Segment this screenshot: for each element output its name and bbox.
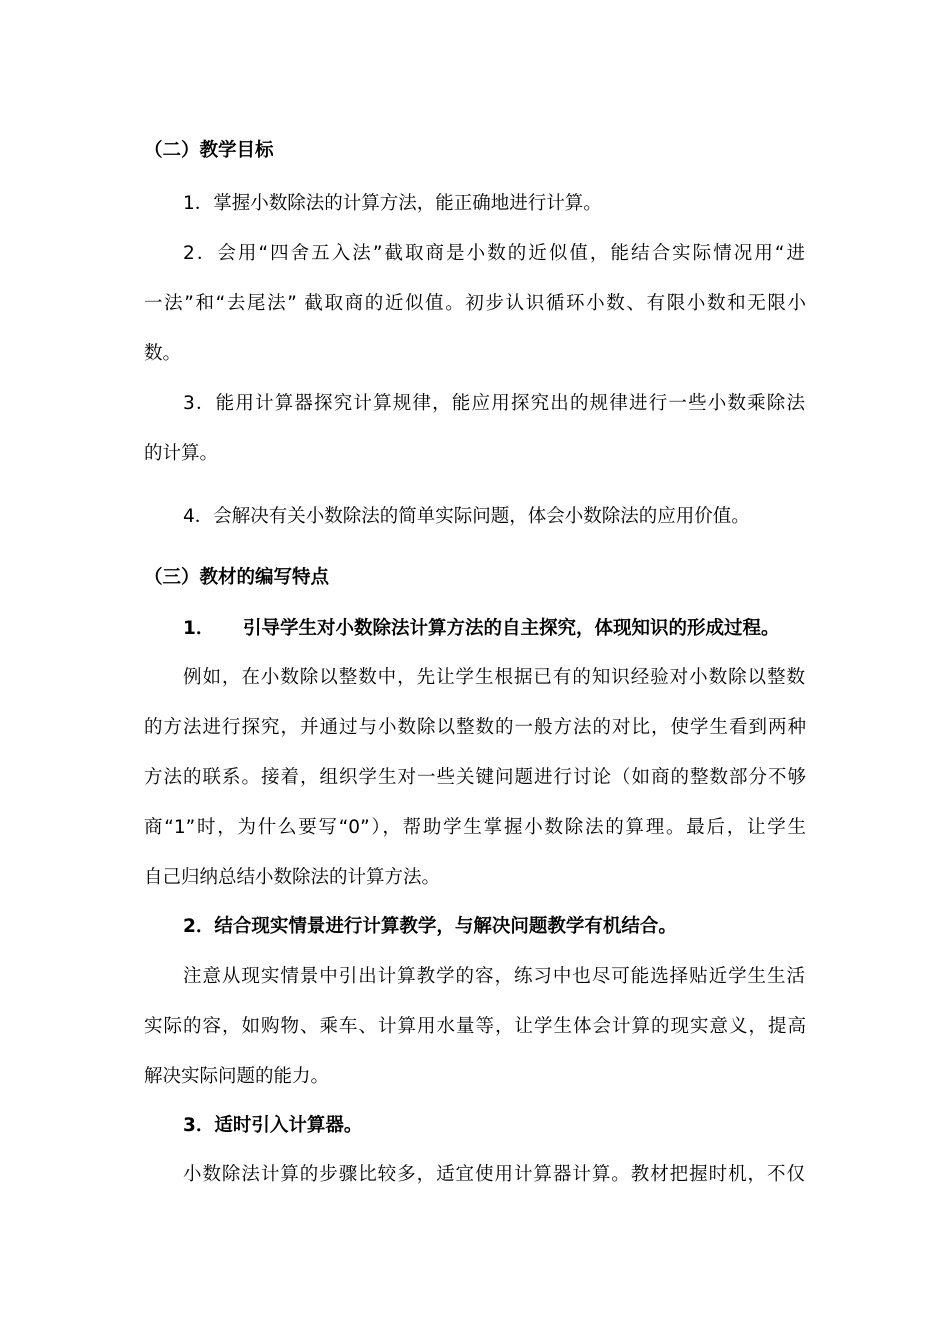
point-3-body-line-1: 小数除法计算的步骤比较多，适宜使用计算器计算。教材把握时机，不仅 [183, 1164, 805, 1185]
section-heading-features: （三）教材的编写特点 [144, 567, 330, 588]
point-2-title: 2．结合现实情景进行计算教学，与解决问题教学有机结合。 [183, 916, 677, 937]
goal-4: 4．会解决有关小数除法的简单实际问题，体会小数除法的应用价值。 [183, 506, 750, 527]
point-1-title: 引导学生对小数除法计算方法的自主探究，体现知识的形成过程。 [243, 618, 780, 639]
goal-1: 1．掌握小数除法的计算方法，能正确地进行计算。 [183, 193, 602, 214]
point-2-body-line-3: 解决实际问题的能力。 [144, 1066, 330, 1087]
point-1-body-line-1: 例如，在小数除以整数中，先让学生根据已有的知识经验对小数除以整数 [183, 667, 805, 688]
point-1-number: 1． [183, 618, 215, 639]
goal-3-line-2: 的计算。 [144, 443, 219, 464]
point-1-body-line-5: 自己归纳总结小数除法的计算方法。 [144, 867, 441, 888]
point-3-title: 3．适时引入计算器。 [183, 1115, 363, 1136]
point-1-body-line-2: 的方法进行探究，并通过与小数除以整数的一般方法的对比，使学生看到两种 [144, 717, 806, 738]
point-1-body-line-4: 商“1”时，为什么要写“0”），帮助学生掌握小数除法的算理。最后，让学生 [144, 817, 806, 838]
section-heading-goals: （二）教学目标 [144, 140, 274, 161]
goal-2-line-3: 数。 [144, 343, 182, 364]
goal-2-line-2: 一法”和“去尾法” 截取商的近似值。初步认识循环小数、有限小数和无限小 [144, 293, 806, 314]
goal-2-line-1: 2．会用“四舍五入法”截取商是小数的近似值，能结合实际情况用“进 [183, 243, 805, 264]
point-2-body-line-1: 注意从现实情景中引出计算教学的容，练习中也尽可能选择贴近学生生活 [183, 966, 805, 987]
point-1-body-line-3: 方法的联系。接着，组织学生对一些关键问题进行讨论（如商的整数部分不够 [144, 767, 806, 788]
goal-3-line-1: 3．能用计算器探究计算规律，能应用探究出的规律进行一些小数乘除法 [183, 393, 805, 414]
point-2-body-line-2: 实际的容，如购物、乘车、计算用水量等，让学生体会计算的现实意义，提高 [144, 1016, 806, 1037]
